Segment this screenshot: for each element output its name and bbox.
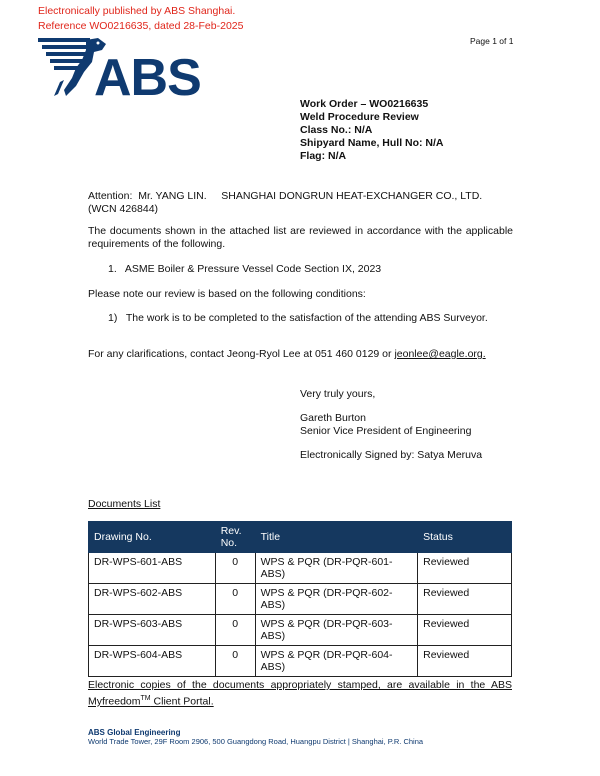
footer-org: ABS Global Engineering	[88, 728, 181, 737]
work-order-type: Weld Procedure Review	[300, 111, 419, 123]
attention-block	[88, 190, 513, 216]
condition-item: 1) The work is to be completed to the satisfaction of the attending ABS Surveyor.	[108, 312, 488, 324]
drawing-number: DR-WPS-604-ABS	[89, 646, 216, 677]
portal-note-end: Client Portal.	[150, 695, 214, 708]
flag: Flag: N/A	[300, 150, 347, 162]
document-title: WPS & PQR (DR-PQR-602-ABS)	[255, 584, 417, 615]
signatory-name: Gareth Burton	[300, 412, 366, 424]
logo-wordmark: ABS	[94, 49, 201, 107]
page-number: Page 1 of 1	[470, 36, 514, 46]
drawing-number: DR-WPS-601-ABS	[89, 553, 216, 584]
revision: 0	[215, 646, 255, 677]
conditions-intro: Please note our review is based on the following conditions:	[88, 288, 366, 300]
column-header: Drawing No.	[89, 522, 216, 553]
electronic-signature: Electronically Signed by: Satya Meruva	[300, 449, 483, 461]
closing: Very truly yours,	[300, 388, 376, 400]
signature-block	[300, 388, 482, 462]
published-line-2: Reference WO0216635, dated 28-Feb-2025	[38, 20, 244, 32]
footer	[88, 728, 423, 746]
table-row	[89, 584, 512, 615]
drawing-number: DR-WPS-603-ABS	[89, 615, 216, 646]
revision: 0	[215, 553, 255, 584]
work-order-block	[300, 98, 444, 163]
published-line-1: Electronically published by ABS Shanghai.	[38, 5, 236, 17]
footer-address: World Trade Tower, 29F Room 2906, 500 Guangdong Road, Huangpu District | Shanghai, P.R. China	[88, 737, 424, 746]
table-row	[89, 646, 512, 677]
column-header: Title	[255, 522, 417, 553]
attention-line: Attention: Mr. YANG LIN. SHANGHAI DONGRUN HEAT-EXCHANGER CO., LTD.	[88, 190, 483, 202]
column-header: Status	[418, 522, 512, 553]
contact-text	[88, 348, 486, 361]
revision: 0	[215, 584, 255, 615]
signatory-title: Senior Vice President of Engineering	[300, 425, 472, 437]
published-notice	[38, 4, 243, 34]
table-row	[89, 615, 512, 646]
revision: 0	[215, 615, 255, 646]
trademark-sup: TM	[140, 695, 151, 702]
contact-sentence: For any clarifications, contact Jeong-Ryol Lee at 051 460 0129 or	[88, 348, 395, 360]
portal-note	[88, 679, 512, 709]
column-header: Rev. No.	[215, 522, 255, 553]
requirement-item: 1. ASME Boiler & Pressure Vessel Code Section IX, 2023	[108, 263, 382, 275]
document-title: WPS & PQR (DR-PQR-603-ABS)	[255, 615, 417, 646]
document-title: WPS & PQR (DR-PQR-604-ABS)	[255, 646, 417, 677]
class-number: Class No.: N/A	[300, 124, 373, 136]
contact-email-link[interactable]: jeonlee@eagle.org.	[394, 348, 486, 360]
table-row	[89, 553, 512, 584]
document-title: WPS & PQR (DR-PQR-601-ABS)	[255, 553, 417, 584]
work-order-number: Work Order – WO0216635	[300, 98, 429, 110]
document-status: Reviewed	[418, 553, 512, 584]
document-status: Reviewed	[418, 646, 512, 677]
attention-wcn: (WCN 426844)	[88, 203, 159, 215]
portal-note-text: Electronic copies of the documents appropriately stamped, are available in the ABS Myfreedom	[88, 679, 512, 708]
documents-heading: Documents List	[88, 498, 161, 510]
drawing-number: DR-WPS-602-ABS	[89, 584, 216, 615]
documents-table	[88, 521, 512, 677]
intro-text: The documents shown in the attached list are reviewed in accordance with the applicable requirements of the following.	[88, 225, 513, 250]
shipyard-hull: Shipyard Name, Hull No: N/A	[300, 137, 444, 149]
abs-logo	[36, 36, 216, 107]
document-status: Reviewed	[418, 615, 512, 646]
document-status: Reviewed	[418, 584, 512, 615]
table-header-row	[89, 522, 512, 553]
